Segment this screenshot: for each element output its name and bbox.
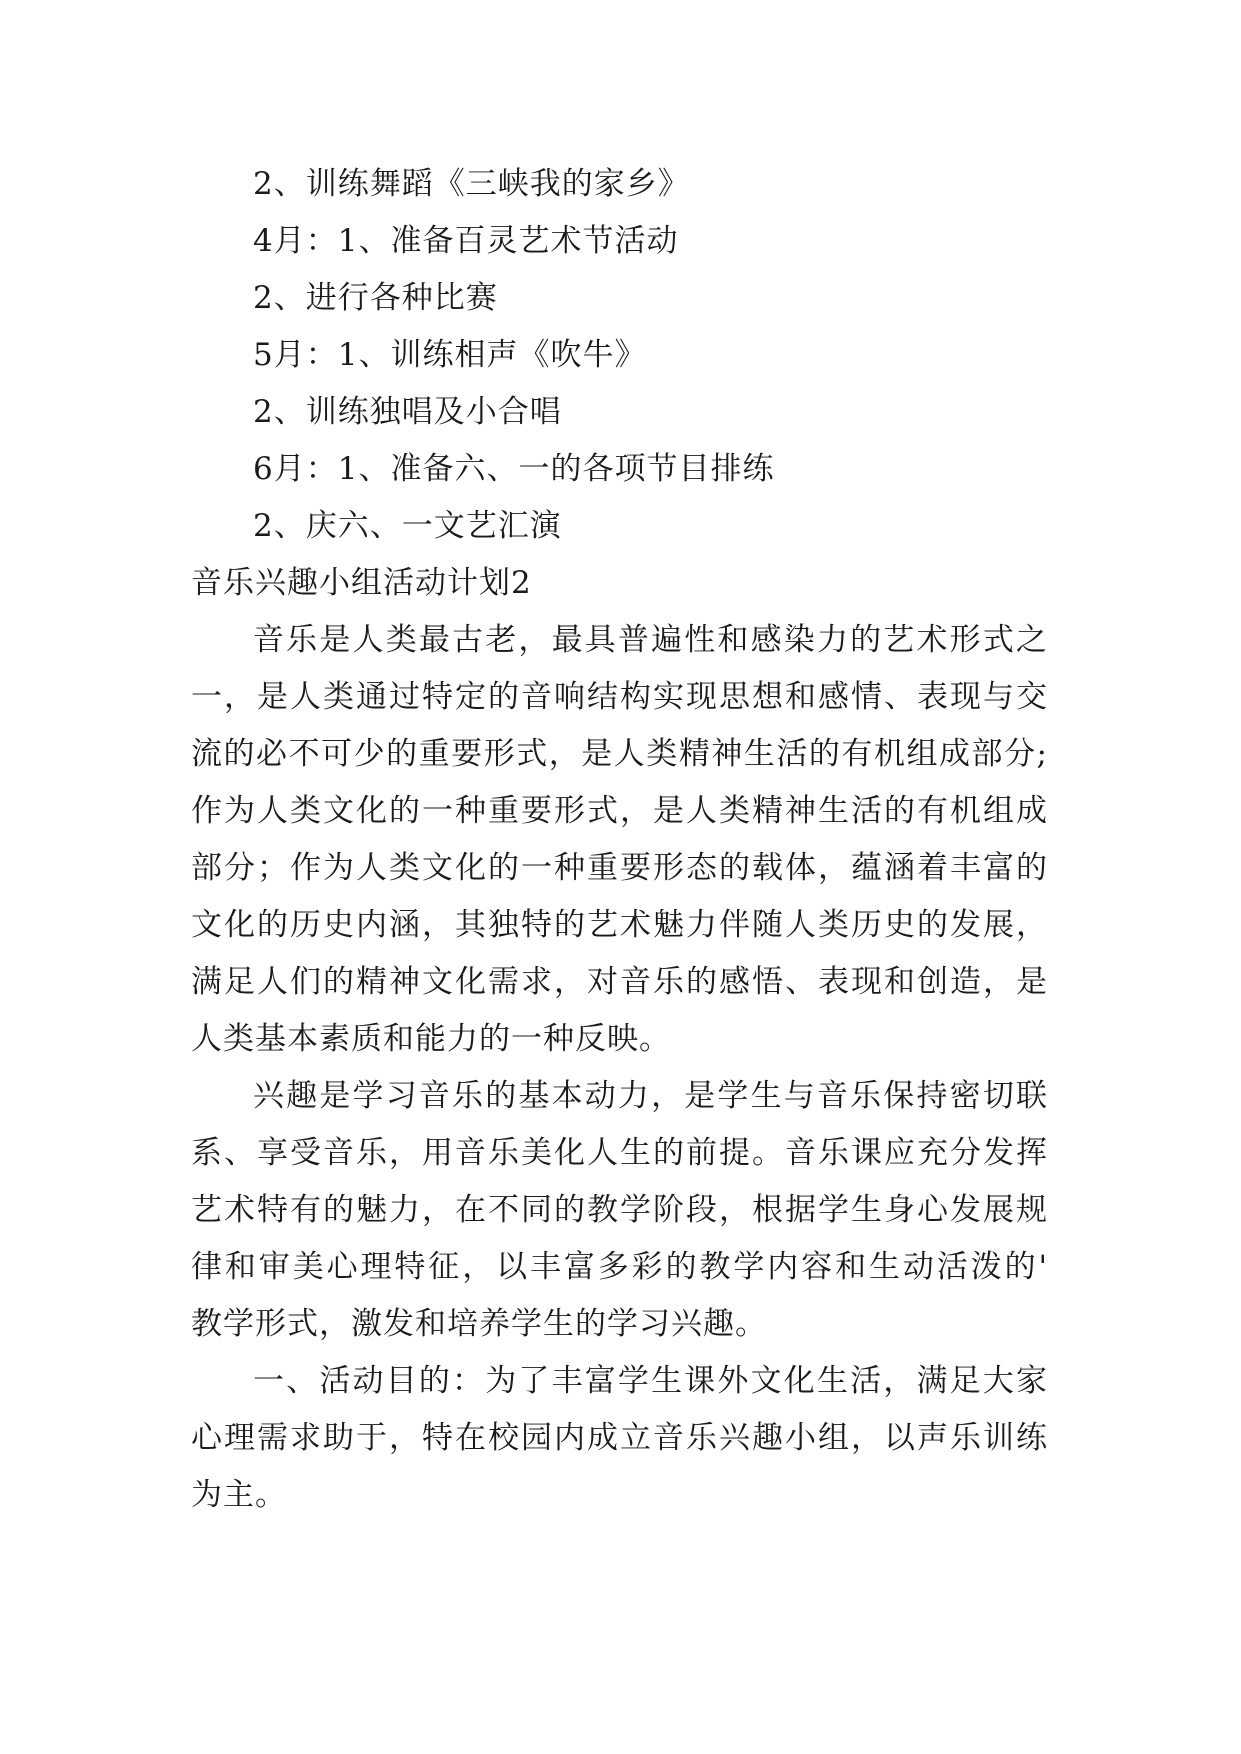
schedule-line: 2、庆六、一文艺汇演 [253,508,562,544]
paragraph-line: 人类基本素质和能力的一种反映。 [191,1021,671,1057]
paragraph-line: 音乐是人类最古老，最具普遍性和感染力的艺术形式之 [253,622,1048,658]
schedule-line: 5月：1、训练相声《吹牛》 [253,337,647,373]
schedule-line: 4月：1、准备百灵艺术节活动 [253,223,679,259]
schedule-line: 2、训练独唱及小合唱 [253,394,562,430]
paragraph-line: 流的必不可少的重要形式，是人类精神生活的有机组成部分; [191,736,1048,772]
paragraph-line: 文化的历史内涵，其独特的艺术魅力伴随人类历史的发展， [191,907,1048,943]
paragraph-line: 系、享受音乐，用音乐美化人生的前提。音乐课应充分发挥 [191,1135,1048,1171]
paragraph-line: 教学形式，激发和培养学生的学习兴趣。 [191,1306,767,1342]
paragraph-line: 满足人们的精神文化需求，对音乐的感悟、表现和创造，是 [191,964,1048,1000]
schedule-line: 2、训练舞蹈《三峡我的家乡》 [253,166,690,202]
paragraph-line: 为主。 [191,1477,287,1513]
schedule-line: 6月：1、准备六、一的各项节目排练 [253,451,775,487]
paragraph-line: 一、活动目的：为了丰富学生课外文化生活，满足大家 [253,1363,1048,1399]
paragraph-line: 部分；作为人类文化的一种重要形态的载体，蕴涵着丰富的 [191,850,1048,886]
paragraph-line: 艺术特有的魅力，在不同的教学阶段，根据学生身心发展规 [191,1192,1048,1228]
paragraph-line: 作为人类文化的一种重要形式，是人类精神生活的有机组成 [191,793,1048,829]
paragraph-line: 一，是人类通过特定的音响结构实现思想和感情、表现与交 [191,679,1048,715]
paragraph-line: 兴趣是学习音乐的基本动力，是学生与音乐保持密切联 [253,1078,1048,1114]
schedule-line: 2、进行各种比赛 [253,280,498,316]
section-heading: 音乐兴趣小组活动计划2 [191,565,532,601]
paragraph-line: 律和审美心理特征，以丰富多彩的教学内容和生动活泼的' [191,1249,1048,1285]
paragraph-line: 心理需求助于，特在校园内成立音乐兴趣小组，以声乐训练 [191,1420,1048,1456]
